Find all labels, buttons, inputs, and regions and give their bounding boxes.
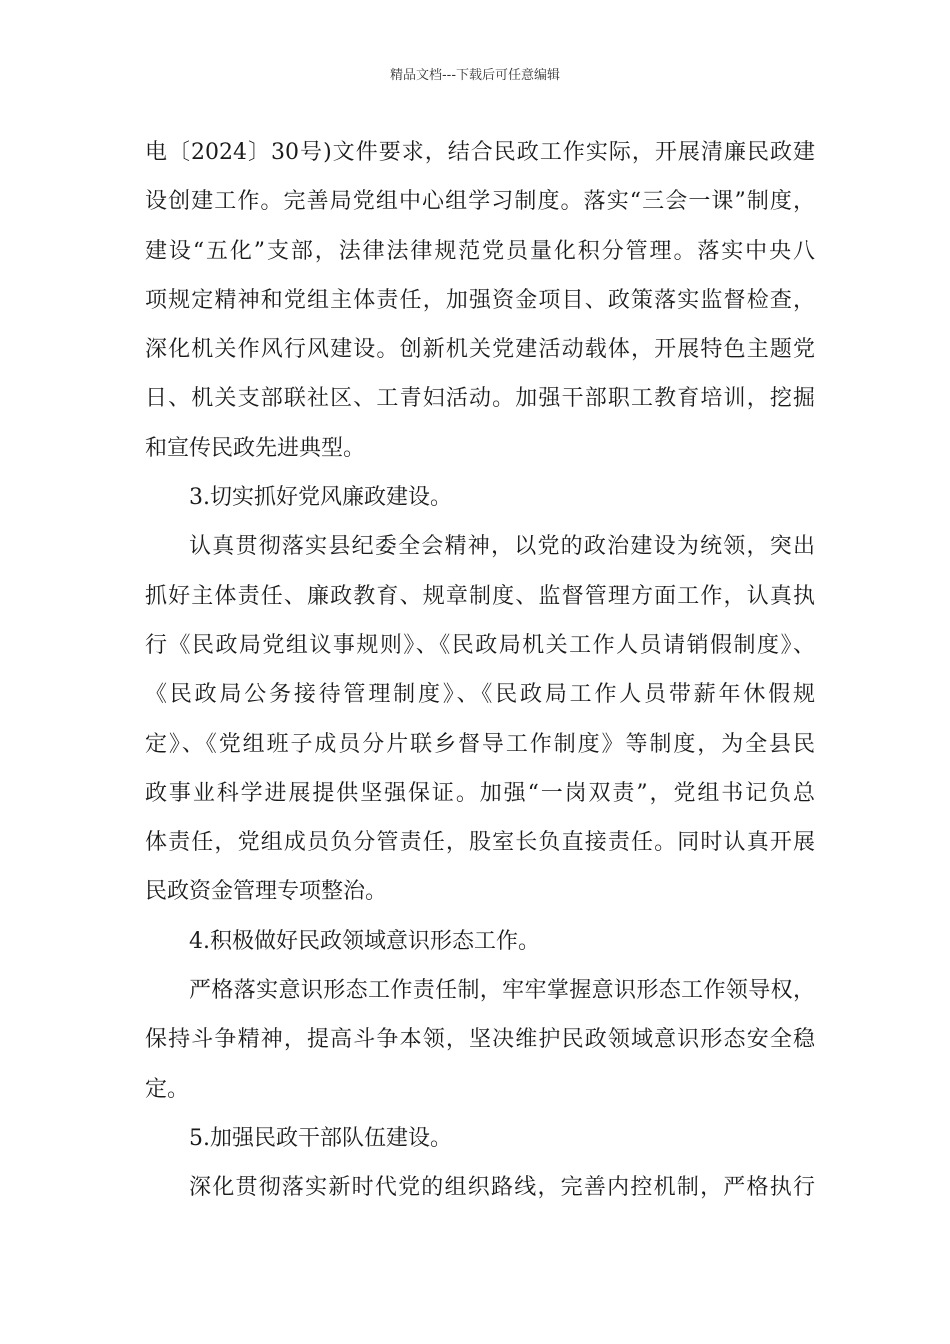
body-line: 建设“五化”支部，法律法律规范党员量化积分管理。落实中央八 xyxy=(145,238,815,264)
section-heading: 5.加强民政干部队伍建设。 xyxy=(189,1125,452,1151)
section-heading: 3.切实抓好党风廉政建设。 xyxy=(189,485,452,511)
body-line: 抓好主体责任、廉政教育、规章制度、监督管理方面工作，认真执 xyxy=(145,583,815,609)
body-line: 定。 xyxy=(145,1076,190,1102)
body-line: 行《民政局党组议事规则》、《民政局机关工作人员请销假制度》、 xyxy=(145,632,815,658)
body-line: 严格落实意识形态工作责任制，牢牢掌握意识形态工作领导权， xyxy=(189,978,815,1004)
body-line: 保持斗争精神，提高斗争本领，坚决维护民政领域意识形态安全稳 xyxy=(145,1027,815,1053)
body-line: 电〔2024〕30号)文件要求，结合民政工作实际，开展清廉民政建 xyxy=(145,140,815,165)
body-line: 和宣传民政先进典型。 xyxy=(145,435,366,461)
body-line: 日、机关支部联社区、工青妇活动。加强干部职工教育培训，挖掘 xyxy=(145,386,815,412)
body-line: 体责任，党组成员负分管责任，股室长负直接责任。同时认真开展 xyxy=(145,830,815,856)
body-line: 深化贯彻落实新时代党的组织路线，完善内控机制，严格执行 xyxy=(189,1175,815,1201)
body-line: 政事业科学进展提供坚强保证。加强“一岗双责”，党组书记负总 xyxy=(145,780,815,806)
body-line: 深化机关作风行风建设。创新机关党建活动载体，开展特色主题党 xyxy=(145,337,815,363)
body-line: 定》、《党组班子成员分片联乡督导工作制度》等制度，为全县民 xyxy=(145,731,815,757)
body-line: 民政资金管理专项整治。 xyxy=(145,879,388,905)
page-header: 精品文档---下载后可任意编辑 xyxy=(389,68,561,83)
document-body xyxy=(145,128,815,1213)
body-line: 项规定精神和党组主体责任，加强资金项目、政策落实监督检查， xyxy=(145,287,815,313)
body-line: 《民政局公务接待管理制度》、《民政局工作人员带薪年休假规 xyxy=(145,682,815,708)
body-line: 设创建工作。完善局党组中心组学习制度。落实“三会一课”制度， xyxy=(145,189,815,215)
section-heading: 4.积极做好民政领域意识形态工作。 xyxy=(189,928,540,954)
body-line: 认真贯彻落实县纪委全会精神，以党的政治建设为统领，突出 xyxy=(189,534,815,560)
